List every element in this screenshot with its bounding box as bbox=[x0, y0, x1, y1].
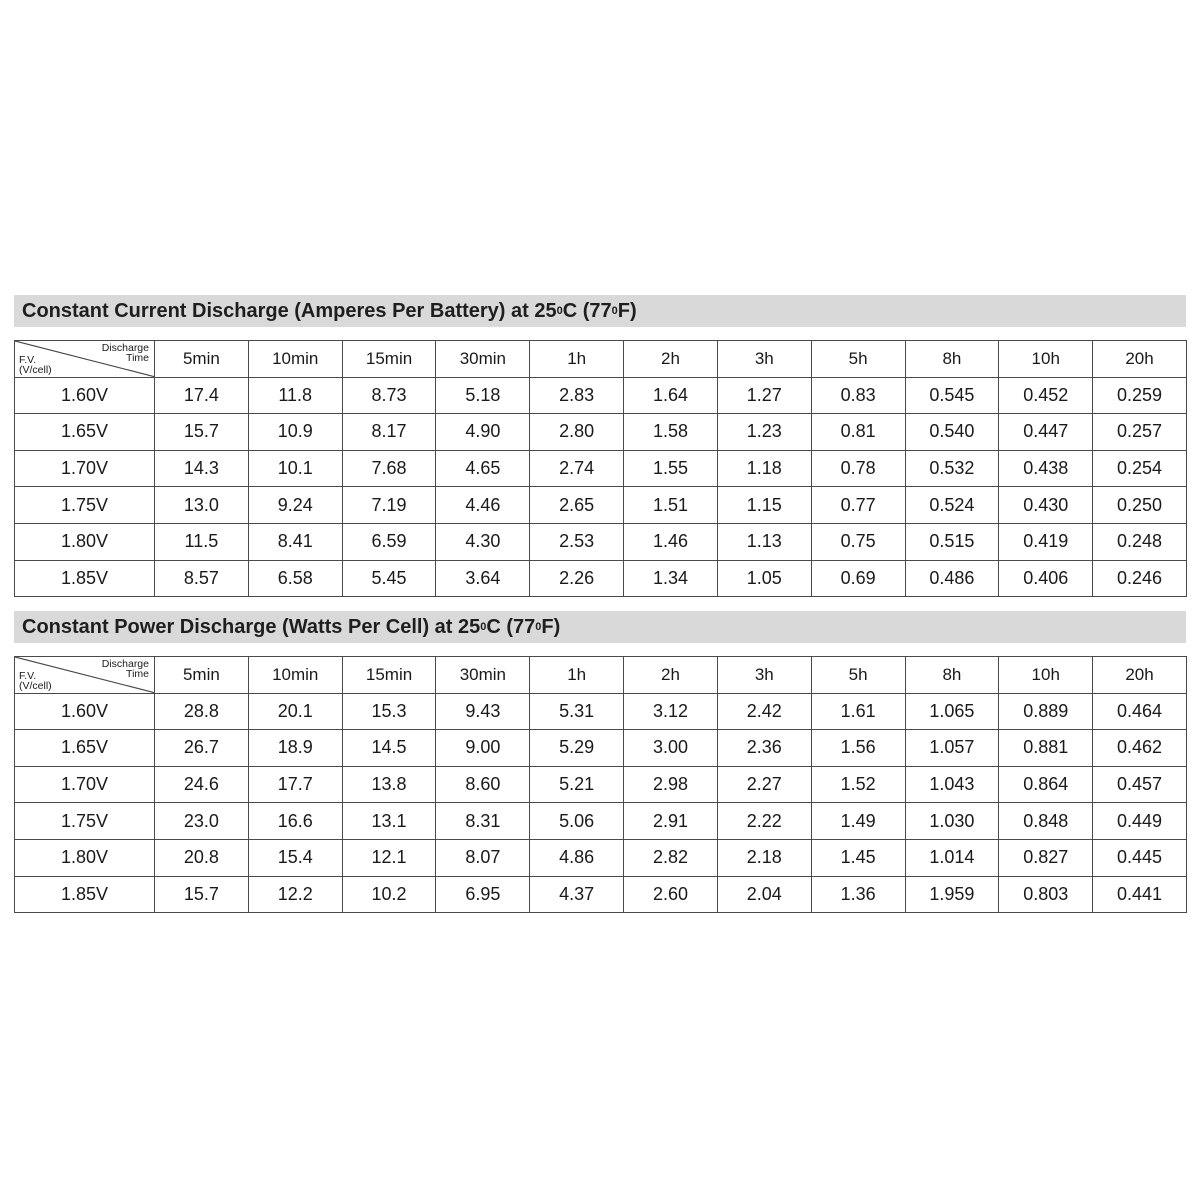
value-cell: 8.73 bbox=[342, 377, 436, 414]
value-cell: 4.37 bbox=[530, 876, 624, 913]
value-cell: 18.9 bbox=[248, 730, 342, 767]
value-cell: 9.00 bbox=[436, 730, 530, 767]
value-cell: 4.86 bbox=[530, 839, 624, 876]
value-cell: 0.848 bbox=[999, 803, 1093, 840]
value-cell: 7.19 bbox=[342, 487, 436, 524]
final-voltage-cell: 1.75V bbox=[15, 487, 155, 524]
table-row bbox=[15, 487, 1187, 524]
value-cell: 20.1 bbox=[248, 693, 342, 730]
value-cell: 0.257 bbox=[1093, 414, 1187, 451]
value-cell: 1.52 bbox=[811, 766, 905, 803]
value-cell: 2.65 bbox=[530, 487, 624, 524]
value-cell: 0.77 bbox=[811, 487, 905, 524]
value-cell: 8.31 bbox=[436, 803, 530, 840]
value-cell: 0.486 bbox=[905, 560, 999, 597]
value-cell: 4.90 bbox=[436, 414, 530, 451]
value-cell: 1.014 bbox=[905, 839, 999, 876]
value-cell: 2.26 bbox=[530, 560, 624, 597]
value-cell: 1.58 bbox=[624, 414, 718, 451]
value-cell: 1.23 bbox=[717, 414, 811, 451]
value-cell: 20.8 bbox=[155, 839, 249, 876]
column-header-2h: 2h bbox=[624, 657, 718, 694]
value-cell: 0.69 bbox=[811, 560, 905, 597]
value-cell: 6.59 bbox=[342, 523, 436, 560]
value-cell: 0.447 bbox=[999, 414, 1093, 451]
value-cell: 15.4 bbox=[248, 839, 342, 876]
value-cell: 1.55 bbox=[624, 450, 718, 487]
column-header-3h: 3h bbox=[717, 657, 811, 694]
value-cell: 17.7 bbox=[248, 766, 342, 803]
current-discharge-title: Constant Current Discharge (Amperes Per Battery) at 25 0 C (77 0 F) bbox=[14, 295, 1186, 327]
value-cell: 4.65 bbox=[436, 450, 530, 487]
final-voltage-cell: 1.65V bbox=[15, 414, 155, 451]
value-cell: 0.81 bbox=[811, 414, 905, 451]
column-header-10min: 10min bbox=[248, 657, 342, 694]
value-cell: 1.51 bbox=[624, 487, 718, 524]
value-cell: 26.7 bbox=[155, 730, 249, 767]
value-cell: 1.61 bbox=[811, 693, 905, 730]
value-cell: 2.80 bbox=[530, 414, 624, 451]
value-cell: 15.3 bbox=[342, 693, 436, 730]
value-cell: 1.13 bbox=[717, 523, 811, 560]
value-cell: 13.1 bbox=[342, 803, 436, 840]
power-discharge-table bbox=[14, 656, 1187, 913]
corner-cell bbox=[15, 341, 155, 378]
value-cell: 0.827 bbox=[999, 839, 1093, 876]
final-voltage-cell: 1.65V bbox=[15, 730, 155, 767]
value-cell: 28.8 bbox=[155, 693, 249, 730]
value-cell: 1.64 bbox=[624, 377, 718, 414]
value-cell: 2.53 bbox=[530, 523, 624, 560]
value-cell: 1.15 bbox=[717, 487, 811, 524]
value-cell: 6.58 bbox=[248, 560, 342, 597]
table-row bbox=[15, 414, 1187, 451]
value-cell: 9.24 bbox=[248, 487, 342, 524]
value-cell: 10.2 bbox=[342, 876, 436, 913]
value-cell: 3.12 bbox=[624, 693, 718, 730]
value-cell: 24.6 bbox=[155, 766, 249, 803]
value-cell: 0.881 bbox=[999, 730, 1093, 767]
table-row bbox=[15, 803, 1187, 840]
value-cell: 5.45 bbox=[342, 560, 436, 597]
value-cell: 12.1 bbox=[342, 839, 436, 876]
value-cell: 1.057 bbox=[905, 730, 999, 767]
value-cell: 1.05 bbox=[717, 560, 811, 597]
value-cell: 2.91 bbox=[624, 803, 718, 840]
value-cell: 1.49 bbox=[811, 803, 905, 840]
value-cell: 11.5 bbox=[155, 523, 249, 560]
column-header-20h: 20h bbox=[1093, 657, 1187, 694]
value-cell: 1.065 bbox=[905, 693, 999, 730]
value-cell: 2.74 bbox=[530, 450, 624, 487]
value-cell: 2.60 bbox=[624, 876, 718, 913]
final-voltage-cell: 1.75V bbox=[15, 803, 155, 840]
value-cell: 14.5 bbox=[342, 730, 436, 767]
value-cell: 0.75 bbox=[811, 523, 905, 560]
column-header-15min: 15min bbox=[342, 341, 436, 378]
corner-fv-label: F.V. (V/cell) bbox=[19, 669, 52, 692]
value-cell: 0.464 bbox=[1093, 693, 1187, 730]
value-cell: 0.864 bbox=[999, 766, 1093, 803]
table-row bbox=[15, 876, 1187, 913]
value-cell: 4.30 bbox=[436, 523, 530, 560]
final-voltage-cell: 1.70V bbox=[15, 766, 155, 803]
final-voltage-cell: 1.80V bbox=[15, 523, 155, 560]
column-header-15min: 15min bbox=[342, 657, 436, 694]
column-header-20h: 20h bbox=[1093, 341, 1187, 378]
value-cell: 0.803 bbox=[999, 876, 1093, 913]
column-header-5min: 5min bbox=[155, 341, 249, 378]
value-cell: 0.248 bbox=[1093, 523, 1187, 560]
table-row bbox=[15, 693, 1187, 730]
power-discharge-section bbox=[14, 611, 1186, 913]
table-row bbox=[15, 766, 1187, 803]
corner-discharge-time-label: Discharge Time bbox=[101, 658, 149, 680]
value-cell: 1.18 bbox=[717, 450, 811, 487]
value-cell: 12.2 bbox=[248, 876, 342, 913]
value-cell: 6.95 bbox=[436, 876, 530, 913]
power-discharge-title: Constant Power Discharge (Watts Per Cell) at 25 0 C (77 0 F) bbox=[14, 611, 1186, 643]
value-cell: 13.0 bbox=[155, 487, 249, 524]
value-cell: 8.57 bbox=[155, 560, 249, 597]
value-cell: 0.419 bbox=[999, 523, 1093, 560]
value-cell: 7.68 bbox=[342, 450, 436, 487]
value-cell: 8.41 bbox=[248, 523, 342, 560]
value-cell: 2.04 bbox=[717, 876, 811, 913]
value-cell: 10.9 bbox=[248, 414, 342, 451]
table-row bbox=[15, 730, 1187, 767]
value-cell: 0.430 bbox=[999, 487, 1093, 524]
value-cell: 13.8 bbox=[342, 766, 436, 803]
value-cell: 0.438 bbox=[999, 450, 1093, 487]
value-cell: 2.83 bbox=[530, 377, 624, 414]
corner-cell bbox=[15, 657, 155, 694]
column-header-30min: 30min bbox=[436, 657, 530, 694]
value-cell: 5.18 bbox=[436, 377, 530, 414]
value-cell: 16.6 bbox=[248, 803, 342, 840]
value-cell: 1.959 bbox=[905, 876, 999, 913]
value-cell: 0.250 bbox=[1093, 487, 1187, 524]
value-cell: 0.540 bbox=[905, 414, 999, 451]
final-voltage-cell: 1.85V bbox=[15, 560, 155, 597]
current-discharge-table bbox=[14, 340, 1187, 597]
value-cell: 1.34 bbox=[624, 560, 718, 597]
value-cell: 8.17 bbox=[342, 414, 436, 451]
value-cell: 0.441 bbox=[1093, 876, 1187, 913]
value-cell: 5.06 bbox=[530, 803, 624, 840]
column-header-30min: 30min bbox=[436, 341, 530, 378]
value-cell: 15.7 bbox=[155, 876, 249, 913]
value-cell: 0.449 bbox=[1093, 803, 1187, 840]
value-cell: 0.524 bbox=[905, 487, 999, 524]
column-header-5h: 5h bbox=[811, 341, 905, 378]
final-voltage-cell: 1.85V bbox=[15, 876, 155, 913]
value-cell: 3.64 bbox=[436, 560, 530, 597]
value-cell: 1.27 bbox=[717, 377, 811, 414]
value-cell: 2.22 bbox=[717, 803, 811, 840]
value-cell: 0.457 bbox=[1093, 766, 1187, 803]
column-header-5h: 5h bbox=[811, 657, 905, 694]
column-header-3h: 3h bbox=[717, 341, 811, 378]
column-header-8h: 8h bbox=[905, 341, 999, 378]
value-cell: 1.46 bbox=[624, 523, 718, 560]
value-cell: 0.83 bbox=[811, 377, 905, 414]
value-cell: 2.36 bbox=[717, 730, 811, 767]
value-cell: 0.889 bbox=[999, 693, 1093, 730]
column-header-5min: 5min bbox=[155, 657, 249, 694]
value-cell: 15.7 bbox=[155, 414, 249, 451]
value-cell: 5.31 bbox=[530, 693, 624, 730]
value-cell: 23.0 bbox=[155, 803, 249, 840]
value-cell: 0.545 bbox=[905, 377, 999, 414]
value-cell: 14.3 bbox=[155, 450, 249, 487]
final-voltage-cell: 1.70V bbox=[15, 450, 155, 487]
column-header-1h: 1h bbox=[530, 657, 624, 694]
value-cell: 0.515 bbox=[905, 523, 999, 560]
column-header-2h: 2h bbox=[624, 341, 718, 378]
value-cell: 2.18 bbox=[717, 839, 811, 876]
value-cell: 0.445 bbox=[1093, 839, 1187, 876]
value-cell: 8.07 bbox=[436, 839, 530, 876]
value-cell: 10.1 bbox=[248, 450, 342, 487]
corner-discharge-time-label: Discharge Time bbox=[101, 342, 149, 364]
value-cell: 11.8 bbox=[248, 377, 342, 414]
corner-fv-label: F.V. (V/cell) bbox=[19, 353, 52, 376]
column-header-8h: 8h bbox=[905, 657, 999, 694]
value-cell: 2.42 bbox=[717, 693, 811, 730]
value-cell: 0.406 bbox=[999, 560, 1093, 597]
table-row bbox=[15, 839, 1187, 876]
column-header-10min: 10min bbox=[248, 341, 342, 378]
current-discharge-section bbox=[14, 295, 1186, 597]
table-row bbox=[15, 450, 1187, 487]
value-cell: 5.29 bbox=[530, 730, 624, 767]
table-row bbox=[15, 523, 1187, 560]
value-cell: 0.532 bbox=[905, 450, 999, 487]
table-row bbox=[15, 377, 1187, 414]
final-voltage-cell: 1.60V bbox=[15, 693, 155, 730]
value-cell: 0.254 bbox=[1093, 450, 1187, 487]
value-cell: 1.030 bbox=[905, 803, 999, 840]
value-cell: 1.56 bbox=[811, 730, 905, 767]
value-cell: 17.4 bbox=[155, 377, 249, 414]
value-cell: 2.82 bbox=[624, 839, 718, 876]
value-cell: 0.246 bbox=[1093, 560, 1187, 597]
column-header-10h: 10h bbox=[999, 341, 1093, 378]
header-row bbox=[15, 657, 1187, 694]
value-cell: 2.27 bbox=[717, 766, 811, 803]
header-row bbox=[15, 341, 1187, 378]
value-cell: 0.452 bbox=[999, 377, 1093, 414]
value-cell: 8.60 bbox=[436, 766, 530, 803]
final-voltage-cell: 1.60V bbox=[15, 377, 155, 414]
value-cell: 9.43 bbox=[436, 693, 530, 730]
value-cell: 2.98 bbox=[624, 766, 718, 803]
column-header-1h: 1h bbox=[530, 341, 624, 378]
value-cell: 1.36 bbox=[811, 876, 905, 913]
value-cell: 1.45 bbox=[811, 839, 905, 876]
value-cell: 3.00 bbox=[624, 730, 718, 767]
table-row bbox=[15, 560, 1187, 597]
value-cell: 4.46 bbox=[436, 487, 530, 524]
value-cell: 1.043 bbox=[905, 766, 999, 803]
column-header-10h: 10h bbox=[999, 657, 1093, 694]
value-cell: 0.259 bbox=[1093, 377, 1187, 414]
value-cell: 0.462 bbox=[1093, 730, 1187, 767]
value-cell: 0.78 bbox=[811, 450, 905, 487]
final-voltage-cell: 1.80V bbox=[15, 839, 155, 876]
value-cell: 5.21 bbox=[530, 766, 624, 803]
